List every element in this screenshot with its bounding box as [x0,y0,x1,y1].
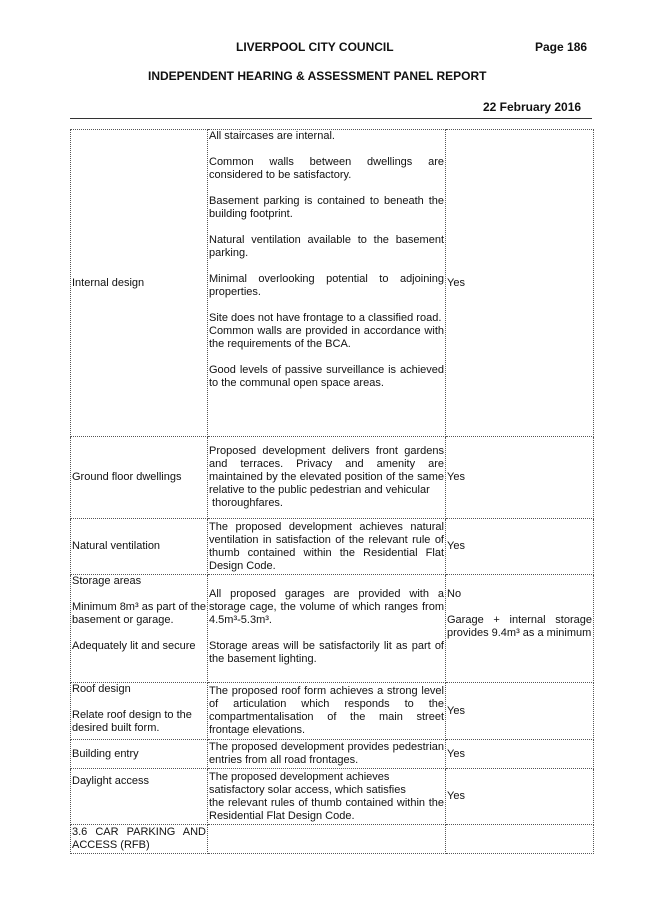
row-comment: All staircases are internal. Common walls between dwellings are considered to be satisfactory. Basement parking is contained to beneath the building footprint. Natural ventilation available to the basement parking. Minimal overlooking potential to adjoining properties. Site does not have frontage to a classified road. Common walls are provided in accordance with the requirements of the BCA. Good levels of passive surveillance is achieved to the communal open space areas. [208,130,446,437]
table-row [71,519,594,575]
row-compliance: No Garage + internal storage provides 9.4m³ as a minimum [446,575,594,683]
row-compliance: Yes [446,683,594,740]
table-row [71,740,594,769]
row-label: Ground floor dwellings [71,437,208,519]
row-comment: All proposed garages are provided with a storage cage, the volume of which ranges from 4.5m³-5.3m³. Storage areas will be satisfactorily lit as part of the basement lighting. [208,575,446,683]
row-compliance: Yes [446,519,594,575]
row-comment: Proposed development delivers front gardens and terraces. Privacy and amenity are maintained by the elevated position of the same relative to the public pedestrian and vehicular thoroughfares. [208,437,446,519]
report-date: 22 February 2016 [483,100,582,114]
row-compliance: Yes [446,130,594,437]
header-rule [70,118,592,119]
row-label: Daylight access [71,769,208,825]
table-row [71,769,594,825]
table-row [71,825,594,854]
council-name: LIVERPOOL CITY COUNCIL [236,40,394,54]
row-compliance: Yes [446,740,594,769]
row-comment: The proposed roof form achieves a strong level of articulation which responds to the compartmentalisation of the main street frontage elevations. [208,683,446,740]
table-row [71,130,594,437]
row-comment: The proposed development achieves natural ventilation in satisfaction of the relevant rule of thumb contained within the Residential Flat Design Code. [208,519,446,575]
row-comment: The proposed development provides pedestrian entries from all road frontages. [208,740,446,769]
row-label: Storage areas Minimum 8m³ as part of the basement or garage. Adequately lit and secure [71,575,208,683]
row-label: Natural ventilation [71,519,208,575]
table-row [71,575,594,683]
row-comment [208,825,446,854]
row-label: Internal design [71,130,208,437]
section-heading: 3.6 CAR PARKING AND ACCESS (RFB) [71,825,208,854]
table-row [71,437,594,519]
table-row [71,683,594,740]
row-comment: The proposed development achieves satisfactory solar access, which satisfies the relevant rules of thumb contained within the Residential Flat Design Code. [208,769,446,825]
row-compliance [446,825,594,854]
row-compliance: Yes [446,769,594,825]
assessment-table [70,129,594,854]
row-label: Building entry [71,740,208,769]
page-number: Page 186 [535,40,588,54]
row-label: Roof design Relate roof design to the desired built form. [71,683,208,740]
row-compliance: Yes [446,437,594,519]
report-title: INDEPENDENT HEARING & ASSESSMENT PANEL REPORT [148,69,487,83]
